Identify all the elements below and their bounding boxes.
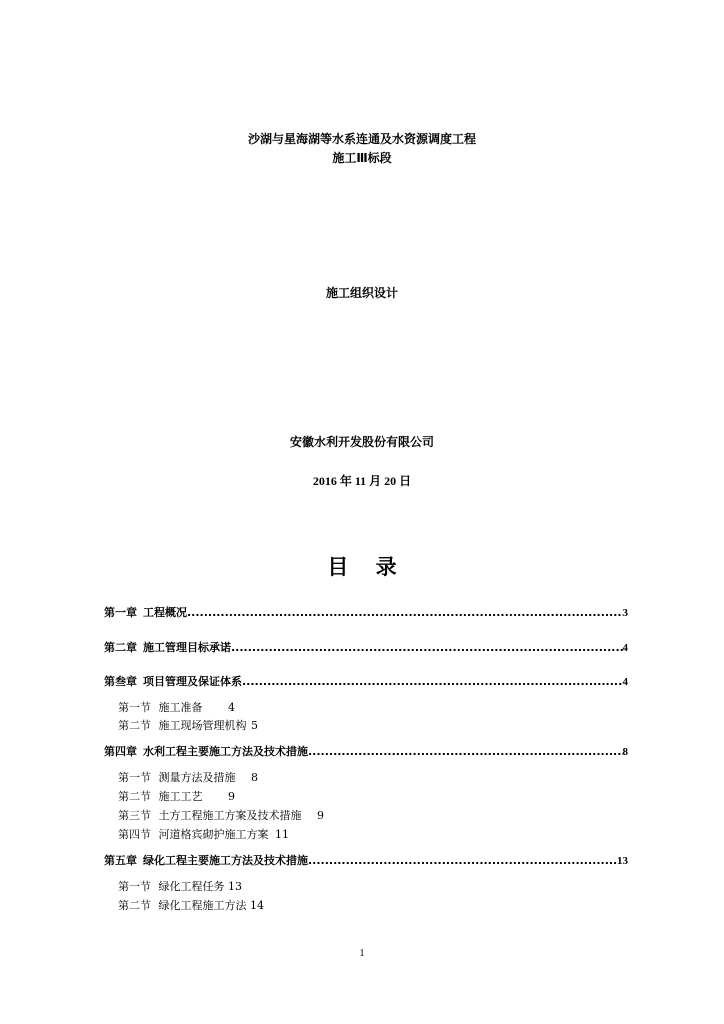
chapter-page: 4 [622,676,628,688]
dot-leader [308,745,623,759]
toc-section[interactable] [118,701,235,715]
section-number: 第二节 [118,719,151,732]
toc-chapter[interactable] [104,641,628,655]
toc-chapter[interactable] [104,854,628,868]
chapter-title: 工程概况 [143,606,187,619]
company-name: 安徽水利开发股份有限公司 [289,435,434,449]
section-number: 第二节 [118,899,151,912]
section-page: 8 [251,771,258,784]
section-title: 测量方法及措施 [158,771,236,784]
section-title: 施工Ⅲ标段 [332,151,392,165]
toc-section[interactable] [118,771,258,785]
toc-chapter[interactable] [104,606,628,620]
toc-heading: 目 录 [327,555,407,579]
design-title: 施工组织设计 [325,286,398,300]
section-number: 第一节 [118,701,151,714]
chapter-title: 施工管理目标承诺 [143,641,231,654]
section-page: 9 [228,790,235,803]
section-page: 4 [228,701,235,714]
chapter-number: 第五章 [104,854,137,867]
section-number: 第三节 [118,809,151,822]
dot-leader [308,854,617,868]
chapter-number: 第二章 [104,641,137,654]
document-date: 2016 年 11 月 20 日 [312,474,412,488]
toc-chapter[interactable] [104,675,628,689]
toc-section[interactable] [118,880,242,894]
toc-section[interactable] [118,719,258,733]
toc-chapter[interactable] [104,745,628,759]
dot-leader [242,675,623,689]
section-page: 14 [250,899,264,912]
page-number: 1 [359,948,365,959]
chapter-page: 8 [622,746,628,758]
chapter-title: 水利工程主要施工方法及技术措施 [143,745,308,758]
section-title: 施工准备 [158,701,203,714]
section-title: 土方工程施工方案及技术措施 [158,809,302,822]
project-title: 沙湖与星海湖等水系连通及水资源调度工程 [247,132,476,146]
dot-leader [187,606,623,620]
section-number: 第二节 [118,790,151,803]
chapter-title: 绿化工程主要施工方法及技术措施 [143,854,308,867]
section-title: 施工工艺 [158,790,203,803]
toc-section[interactable] [118,790,235,804]
section-number: 第四节 [118,828,151,841]
section-page: 11 [275,828,289,841]
section-page: 13 [228,880,242,893]
chapter-page: 4 [622,642,628,654]
section-title: 绿化工程施工方法 [158,899,247,912]
toc-section[interactable] [118,899,264,913]
section-number: 第一节 [118,771,151,784]
chapter-number: 第一章 [104,606,137,619]
chapter-page: 3 [622,607,628,619]
section-number: 第一节 [118,880,151,893]
section-page: 5 [251,719,258,732]
section-title: 河道格宾砌护施工方案 [158,828,269,841]
chapter-title: 项目管理及保证体系 [143,675,242,688]
toc-section[interactable] [118,809,324,823]
section-title: 施工现场管理机构 [158,719,247,732]
dot-leader [231,641,623,655]
section-page: 9 [317,809,324,822]
toc-section[interactable] [118,828,289,842]
chapter-page: 13 [617,855,628,867]
section-title: 绿化工程任务 [158,880,225,893]
chapter-number: 第叁章 [104,675,137,688]
chapter-number: 第四章 [104,745,137,758]
